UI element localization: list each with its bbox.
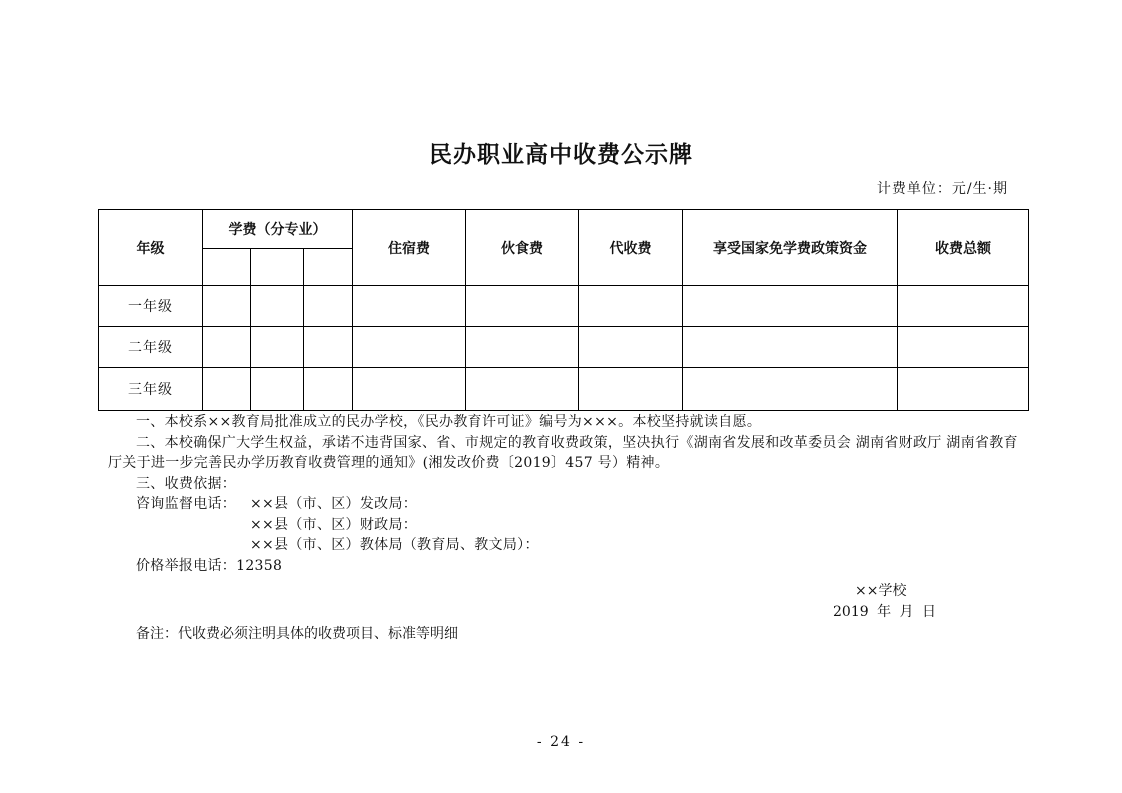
note-item-2: 二、本校确保广大学生权益，承诺不违背国家、省、市规定的教育收费政策，坚决执行《湖南省发展和改革委员会 湖南省财政厅 湖南省教育厅关于进一步完善民办学历教育收费管理的通知》(湘发改价费〔2019〕457 号）精神。 (108, 434, 1018, 471)
table-row (99, 286, 1029, 327)
header-total: 收费总额 (898, 210, 1029, 286)
table-cell (251, 368, 304, 411)
table-cell (251, 327, 304, 368)
consult-phone-3: ××县（市、区）教体局（教育局、教文局）： (250, 537, 539, 553)
table-cell (579, 286, 683, 327)
header-grade: 年级 (99, 210, 203, 286)
report-phone-number: 12358 (236, 557, 283, 574)
page-title: 民办职业高中收费公示牌 (429, 142, 693, 168)
consult-phone-label: 咨询监督电话： (136, 496, 237, 512)
table-cell (683, 368, 898, 411)
table-cell (683, 327, 898, 368)
table-cell (898, 286, 1029, 327)
notes-section (108, 412, 1028, 576)
remark: 备注：代收费必须注明具体的收费项目、标准等明细 (136, 626, 458, 642)
table-cell (251, 286, 304, 327)
note-item-1: 一、本校系××教育局批准成立的民办学校，《民办教育许可证》编号为×××。本校坚持就读自愿。 (136, 414, 762, 430)
report-phone-label: 价格举报电话： (136, 557, 237, 574)
header-row (99, 210, 1029, 249)
header-agency: 代收费 (579, 210, 683, 286)
consult-phone-block (108, 494, 1028, 576)
table-cell (466, 368, 579, 411)
table-cell (579, 327, 683, 368)
header-subsidy: 享受国家免学费政策资金 (683, 210, 898, 286)
table-cell (579, 368, 683, 411)
table-row (99, 368, 1029, 411)
table-cell (683, 286, 898, 327)
table-cell (353, 327, 466, 368)
table-cell (304, 327, 353, 368)
table-cell (304, 286, 353, 327)
table-cell (898, 368, 1029, 411)
consult-phone-2: ××县（市、区）财政局： (250, 516, 418, 533)
billing-unit: 计费单位：元/生·期 (876, 181, 1008, 197)
header-meals: 伙食费 (466, 210, 579, 286)
row-grade: 二年级 (99, 327, 203, 368)
table-cell (203, 327, 251, 368)
note-item-3: 三、收费依据： (136, 475, 237, 492)
tuition-major-cell (251, 249, 304, 286)
tuition-major-cell (203, 249, 251, 286)
row-grade: 一年级 (99, 286, 203, 327)
signature-school: ××学校 (855, 583, 907, 599)
row-grade: 三年级 (99, 368, 203, 411)
header-accommodation: 住宿费 (353, 210, 466, 286)
consult-phone-1: ××县（市、区）发改局： (250, 496, 418, 512)
header-tuition: 学费（分专业） (203, 210, 353, 249)
table-cell (353, 368, 466, 411)
tuition-major-cell (304, 249, 353, 286)
table-cell (353, 286, 466, 327)
page-number: - 24 - (536, 734, 586, 750)
table-cell (203, 368, 251, 411)
table-cell (304, 368, 353, 411)
table-cell (898, 327, 1029, 368)
signature-date: 2019 年 月 日 (833, 604, 936, 620)
table-row (99, 327, 1029, 368)
table-cell (466, 327, 579, 368)
fee-table (98, 209, 1029, 411)
table-cell (466, 286, 579, 327)
table-cell (203, 286, 251, 327)
